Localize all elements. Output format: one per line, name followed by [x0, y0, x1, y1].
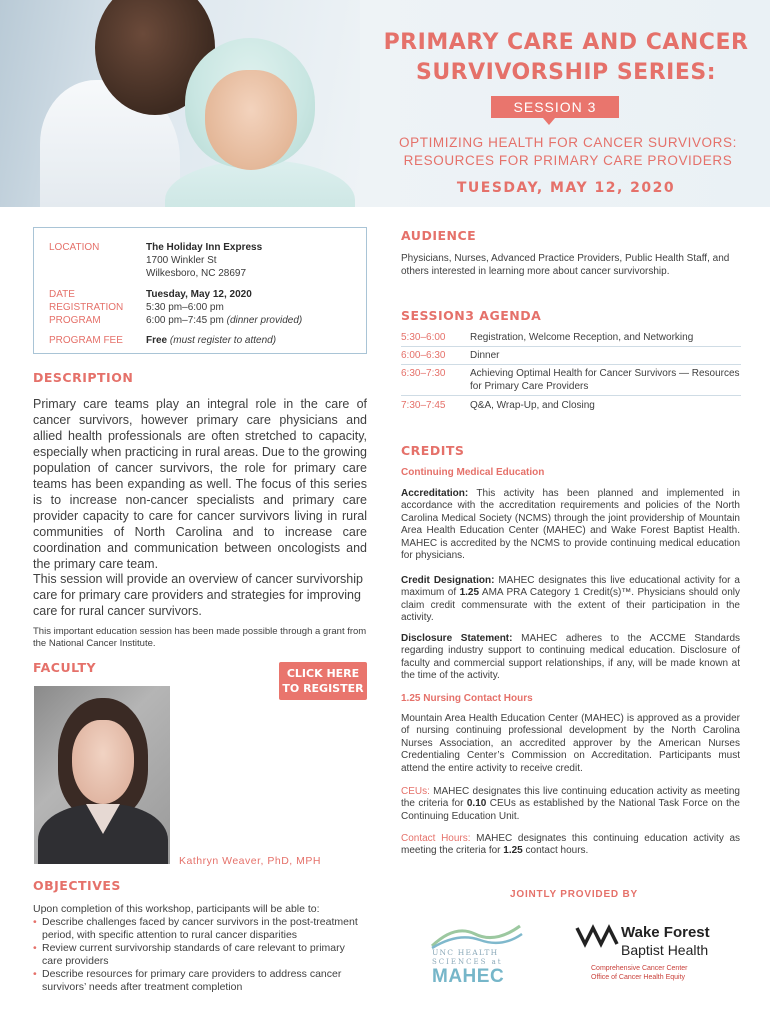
audience-heading: AUDIENCE: [401, 228, 477, 243]
event-date-heading: TUESDAY, MAY 12, 2020: [456, 180, 676, 196]
disclosure-label: Disclosure Statement:: [401, 633, 513, 644]
agenda-time: 7:30–7:45: [401, 400, 446, 411]
agenda-desc: Q&A, Wrap-Up, and Closing: [470, 400, 595, 411]
nursing-paragraph: Mountain Area Health Education Center (MAHEC) is approved as a provider of nursing continuing professional development by the North Carolina Nurses Association, an accredited approver by the American Nurses Credentialing Center’s Commission on Accreditation. Participants must attend the entire activity to receive credit.: [401, 713, 740, 774]
fee-label: PROGRAM FEE: [49, 335, 123, 346]
location-city: Wilkesboro, NC 28697: [146, 268, 247, 279]
credits-heading: CREDITS: [401, 443, 465, 458]
credit-designation-paragraph: [401, 575, 740, 625]
location-street: 1700 Winkler St: [146, 255, 217, 266]
wake-forest-logo: [573, 918, 753, 988]
mahec-logo: [430, 916, 530, 986]
credit-label: Credit Designation:: [401, 575, 495, 586]
title-line-1: PRIMARY CARE AND CANCER: [383, 30, 749, 55]
session-badge: SESSION 3: [491, 96, 619, 118]
cme-heading: Continuing Medical Education: [401, 467, 545, 478]
ceu-amount: 0.10: [466, 798, 487, 810]
ceu-paragraph: [401, 786, 740, 823]
subtitle-line-2: RESOURCES FOR PRIMARY CARE PROVIDERS: [403, 153, 733, 168]
agenda-desc: Achieving Optimal Health for Cancer Survivors — Resources for Primary Care Providers: [470, 368, 740, 392]
location-name: The Holiday Inn Express: [146, 242, 263, 253]
fee-value: [146, 334, 356, 347]
agenda-divider: [401, 395, 741, 396]
mahec-unc-text: UNC HEALTH: [432, 948, 499, 957]
wake-forest-subname: Baptist Health: [621, 942, 709, 958]
contact-hours-paragraph: [401, 833, 740, 858]
credit-text: MAHEC designates this live educational activity for a maximum of: [401, 575, 740, 599]
page-subtitle: [370, 134, 766, 170]
agenda-time: 6:00–6:30: [401, 350, 446, 361]
program-value: [146, 314, 356, 327]
objective-item: • Review current survivorship standards of care relevant to primary care providers: [33, 942, 367, 968]
fee-note: (must register to attend): [169, 335, 277, 346]
wake-forest-name: Wake Forest: [621, 924, 710, 941]
description-paragraph-1: Primary care teams play an integral role in the care of cancer survivors, however primary care physicians and allied health professionals are often stretched to capacity, especially when practicing in rural areas. Due to the growing population of cancer survivors, the role for primary care teams has been expanding as well. The focus of this series is to increase non-cancer specialists and primary care provider capacity to care for cancer survivors living in rural communities of North Carolina and to increase care coordination and communication between oncologists and the primary care team.: [33, 397, 367, 571]
objectives-heading: OBJECTIVES: [33, 878, 121, 893]
contact-label: Contact Hours:: [401, 833, 471, 844]
agenda-time: 5:30–6:00: [401, 332, 446, 343]
register-line-2: TO REGISTER: [282, 682, 364, 695]
hero-photo: [0, 0, 360, 207]
register-button[interactable]: [279, 662, 367, 700]
agenda-desc: Dinner: [470, 350, 500, 361]
date-label: DATE: [49, 289, 75, 300]
disclosure-paragraph: [401, 633, 740, 683]
accreditation-text: This activity has been planned and implemented in accordance with the accreditation requirements and policies of the North Carolina Medical Society (NCMS) through the joint providership of Mountain Area Health Education Center (MAHEC) and Wake Forest Baptist Health. MAHEC is accredited by the NCMS to provide continuing medical education for physicians.: [401, 488, 740, 562]
location-value: [146, 241, 356, 280]
agenda-desc: Registration, Welcome Reception, and Networking: [470, 332, 694, 343]
jointly-provided-label: JOINTLY PROVIDED BY: [510, 889, 639, 900]
subtitle-line-1: OPTIMIZING HEALTH FOR CANCER SURVIVORS:: [399, 135, 737, 150]
faculty-photo: [34, 686, 170, 864]
agenda-divider: [401, 346, 741, 347]
faculty-name: Kathryn Weaver, PhD, MPH: [179, 855, 321, 867]
wake-forest-mark-icon: [575, 924, 619, 948]
title-line-2: SURVIVORSHIP SERIES:: [415, 60, 717, 85]
location-label: LOCATION: [49, 242, 100, 253]
credit-text: AMA PRA Category 1 Credit(s)™. Physicians should only claim credit commensurate with the extent of their participation in the activity.: [401, 587, 740, 624]
nursing-heading: 1.25 Nursing Contact Hours: [401, 693, 533, 704]
ceu-label: CEUs:: [401, 786, 430, 797]
mahec-mountain-icon: [430, 916, 530, 950]
accreditation-paragraph: [401, 488, 740, 562]
program-note: (dinner provided): [226, 315, 303, 326]
contact-amount: 1.25: [503, 845, 523, 857]
agenda-heading: SESSION3 AGENDA: [401, 308, 542, 323]
register-line-1: CLICK HERE: [286, 667, 360, 680]
mahec-sciences-text: SCIENCES at: [432, 958, 503, 966]
contact-text: MAHEC designates this continuing education activity as meeting the criteria for: [401, 833, 741, 857]
program-label: PROGRAM: [49, 315, 101, 326]
disclosure-text: MAHEC adheres to the ACCME Standards regarding industry support to continuing medical education. Disclosure of faculty and commercial support relationships, if any, will be made known at the time of the activity.: [401, 633, 741, 682]
ceu-text: MAHEC designates this live continuing education activity as meeting the criteria for: [401, 786, 740, 810]
agenda-time: 6:30–7:30: [401, 368, 446, 379]
mahec-wordmark: MAHEC: [432, 966, 505, 987]
faculty-face: [72, 720, 134, 804]
health-equity-text: Office of Cancer Health Equity: [591, 974, 686, 981]
objective-item: • Describe resources for primary care providers to address cancer survivors’ needs after treatment completion: [33, 968, 367, 994]
hero-banner: [0, 0, 770, 207]
patient-face: [205, 70, 297, 170]
credit-amount: 1.25: [459, 587, 480, 599]
program-time: 6:00 pm–7:45 pm: [146, 315, 224, 326]
ceu-text: CEUs as established by the National Task Force on the Continuing Education Unit.: [401, 798, 740, 822]
objectives-intro: Upon completion of this workshop, participants will be able to:: [33, 903, 320, 915]
description-grant-note: This important education session has been made possible through a grant from the National Cancer Institute.: [33, 626, 367, 649]
fee-amount: Free: [146, 335, 168, 346]
accreditation-label: Accreditation:: [401, 488, 469, 499]
objectives-section: [33, 903, 367, 994]
faculty-heading: FACULTY: [33, 660, 97, 675]
event-info-box: [33, 227, 367, 354]
page-title: [380, 28, 752, 88]
date-value: Tuesday, May 12, 2020: [146, 289, 252, 300]
registration-value: 5:30 pm–6:00 pm: [146, 302, 224, 313]
audience-text: Physicians, Nurses, Advanced Practice Providers, Public Health Staff, and others interested in learning more about cancer survivorship.: [401, 253, 730, 277]
description-heading: DESCRIPTION: [33, 370, 134, 385]
agenda-divider: [401, 364, 741, 365]
objectives-list: [33, 916, 367, 994]
registration-label: REGISTRATION: [49, 302, 124, 313]
description-paragraph-2: This session will provide an overview of cancer survivorship care for primary care providers and strategies for improving care for rural cancer survivors.: [33, 572, 363, 618]
contact-text: contact hours.: [522, 845, 589, 857]
objective-item: • Describe challenges faced by cancer survivors in the post-treatment period, with specific attention to rural cancer disparities: [33, 916, 367, 942]
cancer-center-text: Comprehensive Cancer Center: [591, 965, 688, 972]
